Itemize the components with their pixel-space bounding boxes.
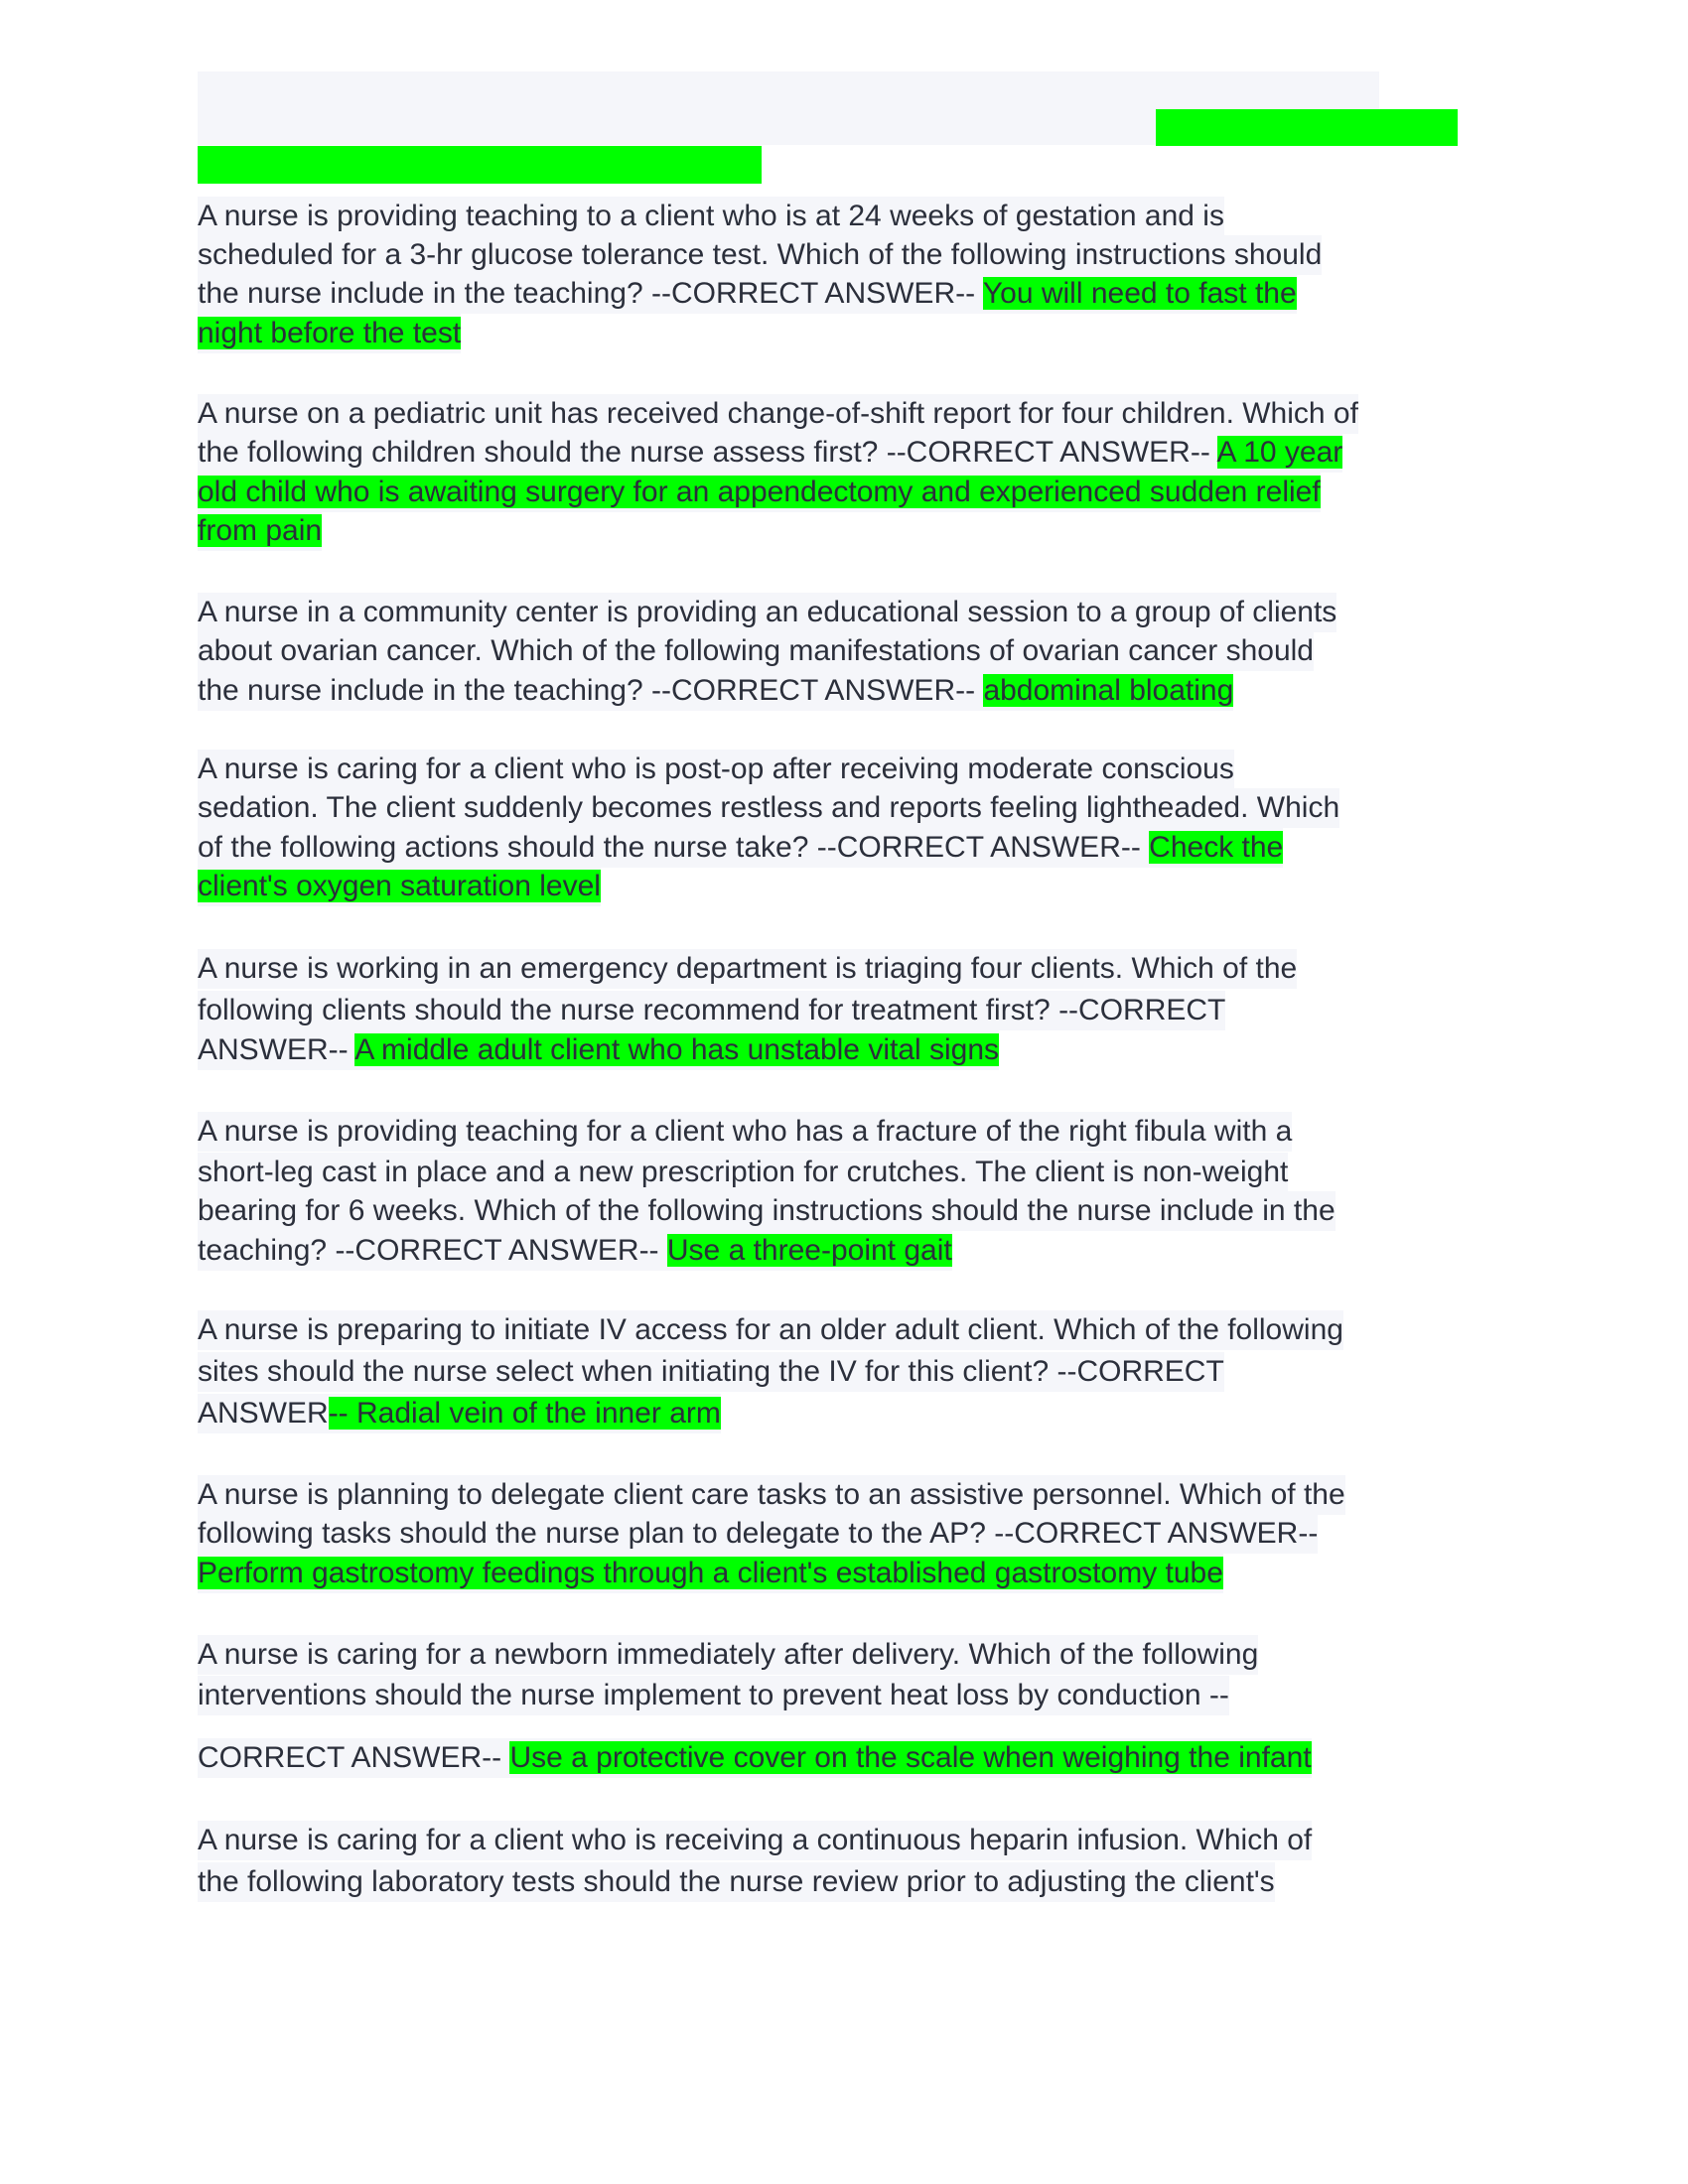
highlighted-answer: Use a three-point gait (666, 1234, 952, 1267)
text-line (198, 314, 461, 353)
question-text: scheduled for a 3-hr glucose tolerance test. Which of the following instructions should (198, 238, 1323, 271)
question-text: following clients should the nurse recommend for treatment first? --CORRECT (198, 994, 1226, 1026)
text-line (198, 1821, 1312, 1860)
text-line (198, 1514, 1318, 1554)
text-line (198, 949, 1297, 989)
text-line (198, 1231, 952, 1271)
text-line (198, 197, 1224, 236)
text-line (198, 750, 1234, 789)
text-line (198, 1352, 1224, 1392)
highlighted-answer: night before the test (198, 317, 462, 349)
question-text: bearing for 6 weeks. Which of the following instructions should the nurse include in the (198, 1194, 1336, 1227)
text-line (198, 788, 1339, 828)
question-text: A nurse is providing teaching to a client who is at 24 weeks of gestation and is (198, 200, 1224, 232)
question-text: sedation. The client suddenly becomes restless and reports feeling lightheaded. Which (198, 791, 1340, 824)
text-line (198, 511, 322, 551)
text-line (198, 1635, 1258, 1675)
question-text: the following children should the nurse assess first? --CORRECT ANSWER-- (198, 436, 1217, 469)
text-line (198, 394, 1358, 434)
text-line (198, 433, 1342, 473)
text-line (198, 274, 1297, 314)
question-text: the following laboratory tests should the nurse review prior to adjusting the client's (198, 1865, 1275, 1898)
question-text: of the following actions should the nurse take? --CORRECT ANSWER-- (198, 831, 1150, 864)
header-highlight-2 (198, 146, 762, 184)
question-text: A nurse is providing teaching for a client who has a fracture of the right fibula with a (198, 1115, 1293, 1148)
question-text: A nurse is working in an emergency department is triaging four clients. Which of the (198, 952, 1298, 985)
question-text: interventions should the nurse implement to prevent heat loss by conduction -- (198, 1679, 1229, 1711)
question-text: ANSWER (198, 1397, 329, 1430)
highlighted-answer: Check the (1149, 831, 1284, 864)
question-text: the nurse include in the teaching? --CORRECT ANSWER-- (198, 277, 983, 310)
text-line (198, 1738, 1312, 1778)
text-line (198, 1153, 1288, 1192)
text-line (198, 1112, 1292, 1152)
header-highlight-1 (1156, 109, 1458, 146)
question-text: sites should the nurse select when initiating the IV for this client? --CORRECT (198, 1355, 1224, 1388)
highlighted-answer: client's oxygen saturation level (198, 870, 601, 902)
question-text: A nurse is preparing to initiate IV access for an older adult client. Which of the following (198, 1313, 1343, 1346)
highlighted-answer: Use a protective cover on the scale when weighing the infant (509, 1741, 1312, 1774)
text-line (198, 1862, 1275, 1902)
text-line (198, 1676, 1229, 1715)
text-line (198, 473, 1321, 512)
highlighted-answer: old child who is awaiting surgery for an appendectomy and experienced sudden relief (198, 476, 1321, 508)
highlighted-answer: Perform gastrostomy feedings through a client's established gastrostomy tube (198, 1557, 1223, 1589)
highlighted-answer: -- Radial vein of the inner arm (328, 1397, 721, 1430)
highlighted-answer: abdominal bloating (983, 674, 1234, 707)
question-text: A nurse is caring for a client who is post-op after receiving moderate conscious (198, 752, 1234, 785)
text-line (198, 1191, 1336, 1231)
highlighted-answer: from pain (198, 514, 323, 547)
text-line (198, 1030, 999, 1070)
text-line (198, 867, 601, 906)
question-text: about ovarian cancer. Which of the following manifestations of ovarian cancer should (198, 634, 1314, 667)
text-line (198, 235, 1322, 275)
text-line (198, 991, 1225, 1030)
text-line (198, 1310, 1343, 1350)
question-text: the nurse include in the teaching? --CORRECT ANSWER-- (198, 674, 984, 707)
text-line (198, 631, 1314, 671)
highlighted-answer: A 10 year (1216, 436, 1343, 469)
text-line (198, 1475, 1345, 1515)
highlighted-answer: A middle adult client who has unstable vital signs (354, 1033, 1000, 1066)
text-line (198, 1554, 1223, 1593)
highlighted-answer: You will need to fast the (982, 277, 1297, 310)
question-text: teaching? --CORRECT ANSWER-- (198, 1234, 667, 1267)
question-text: A nurse is caring for a newborn immediately after delivery. Which of the following (198, 1638, 1259, 1671)
question-text: following tasks should the nurse plan to delegate to the AP? --CORRECT ANSWER-- (198, 1517, 1319, 1550)
question-text: A nurse is caring for a client who is receiving a continuous heparin infusion. Which of (198, 1824, 1313, 1856)
question-text: CORRECT ANSWER-- (198, 1741, 510, 1774)
question-text: ANSWER-- (198, 1033, 355, 1066)
question-text: A nurse in a community center is providing an educational session to a group of clients (198, 596, 1337, 628)
text-line (198, 671, 1233, 711)
text-line (198, 828, 1283, 868)
question-text: A nurse on a pediatric unit has received change-of-shift report for four children. Which of (198, 397, 1358, 430)
question-text: A nurse is planning to delegate client care tasks to an assistive personnel. Which of the (198, 1478, 1345, 1511)
text-line (198, 593, 1336, 632)
text-line (198, 1394, 721, 1433)
question-text: short-leg cast in place and a new prescription for crutches. The client is non-weight (198, 1156, 1289, 1188)
